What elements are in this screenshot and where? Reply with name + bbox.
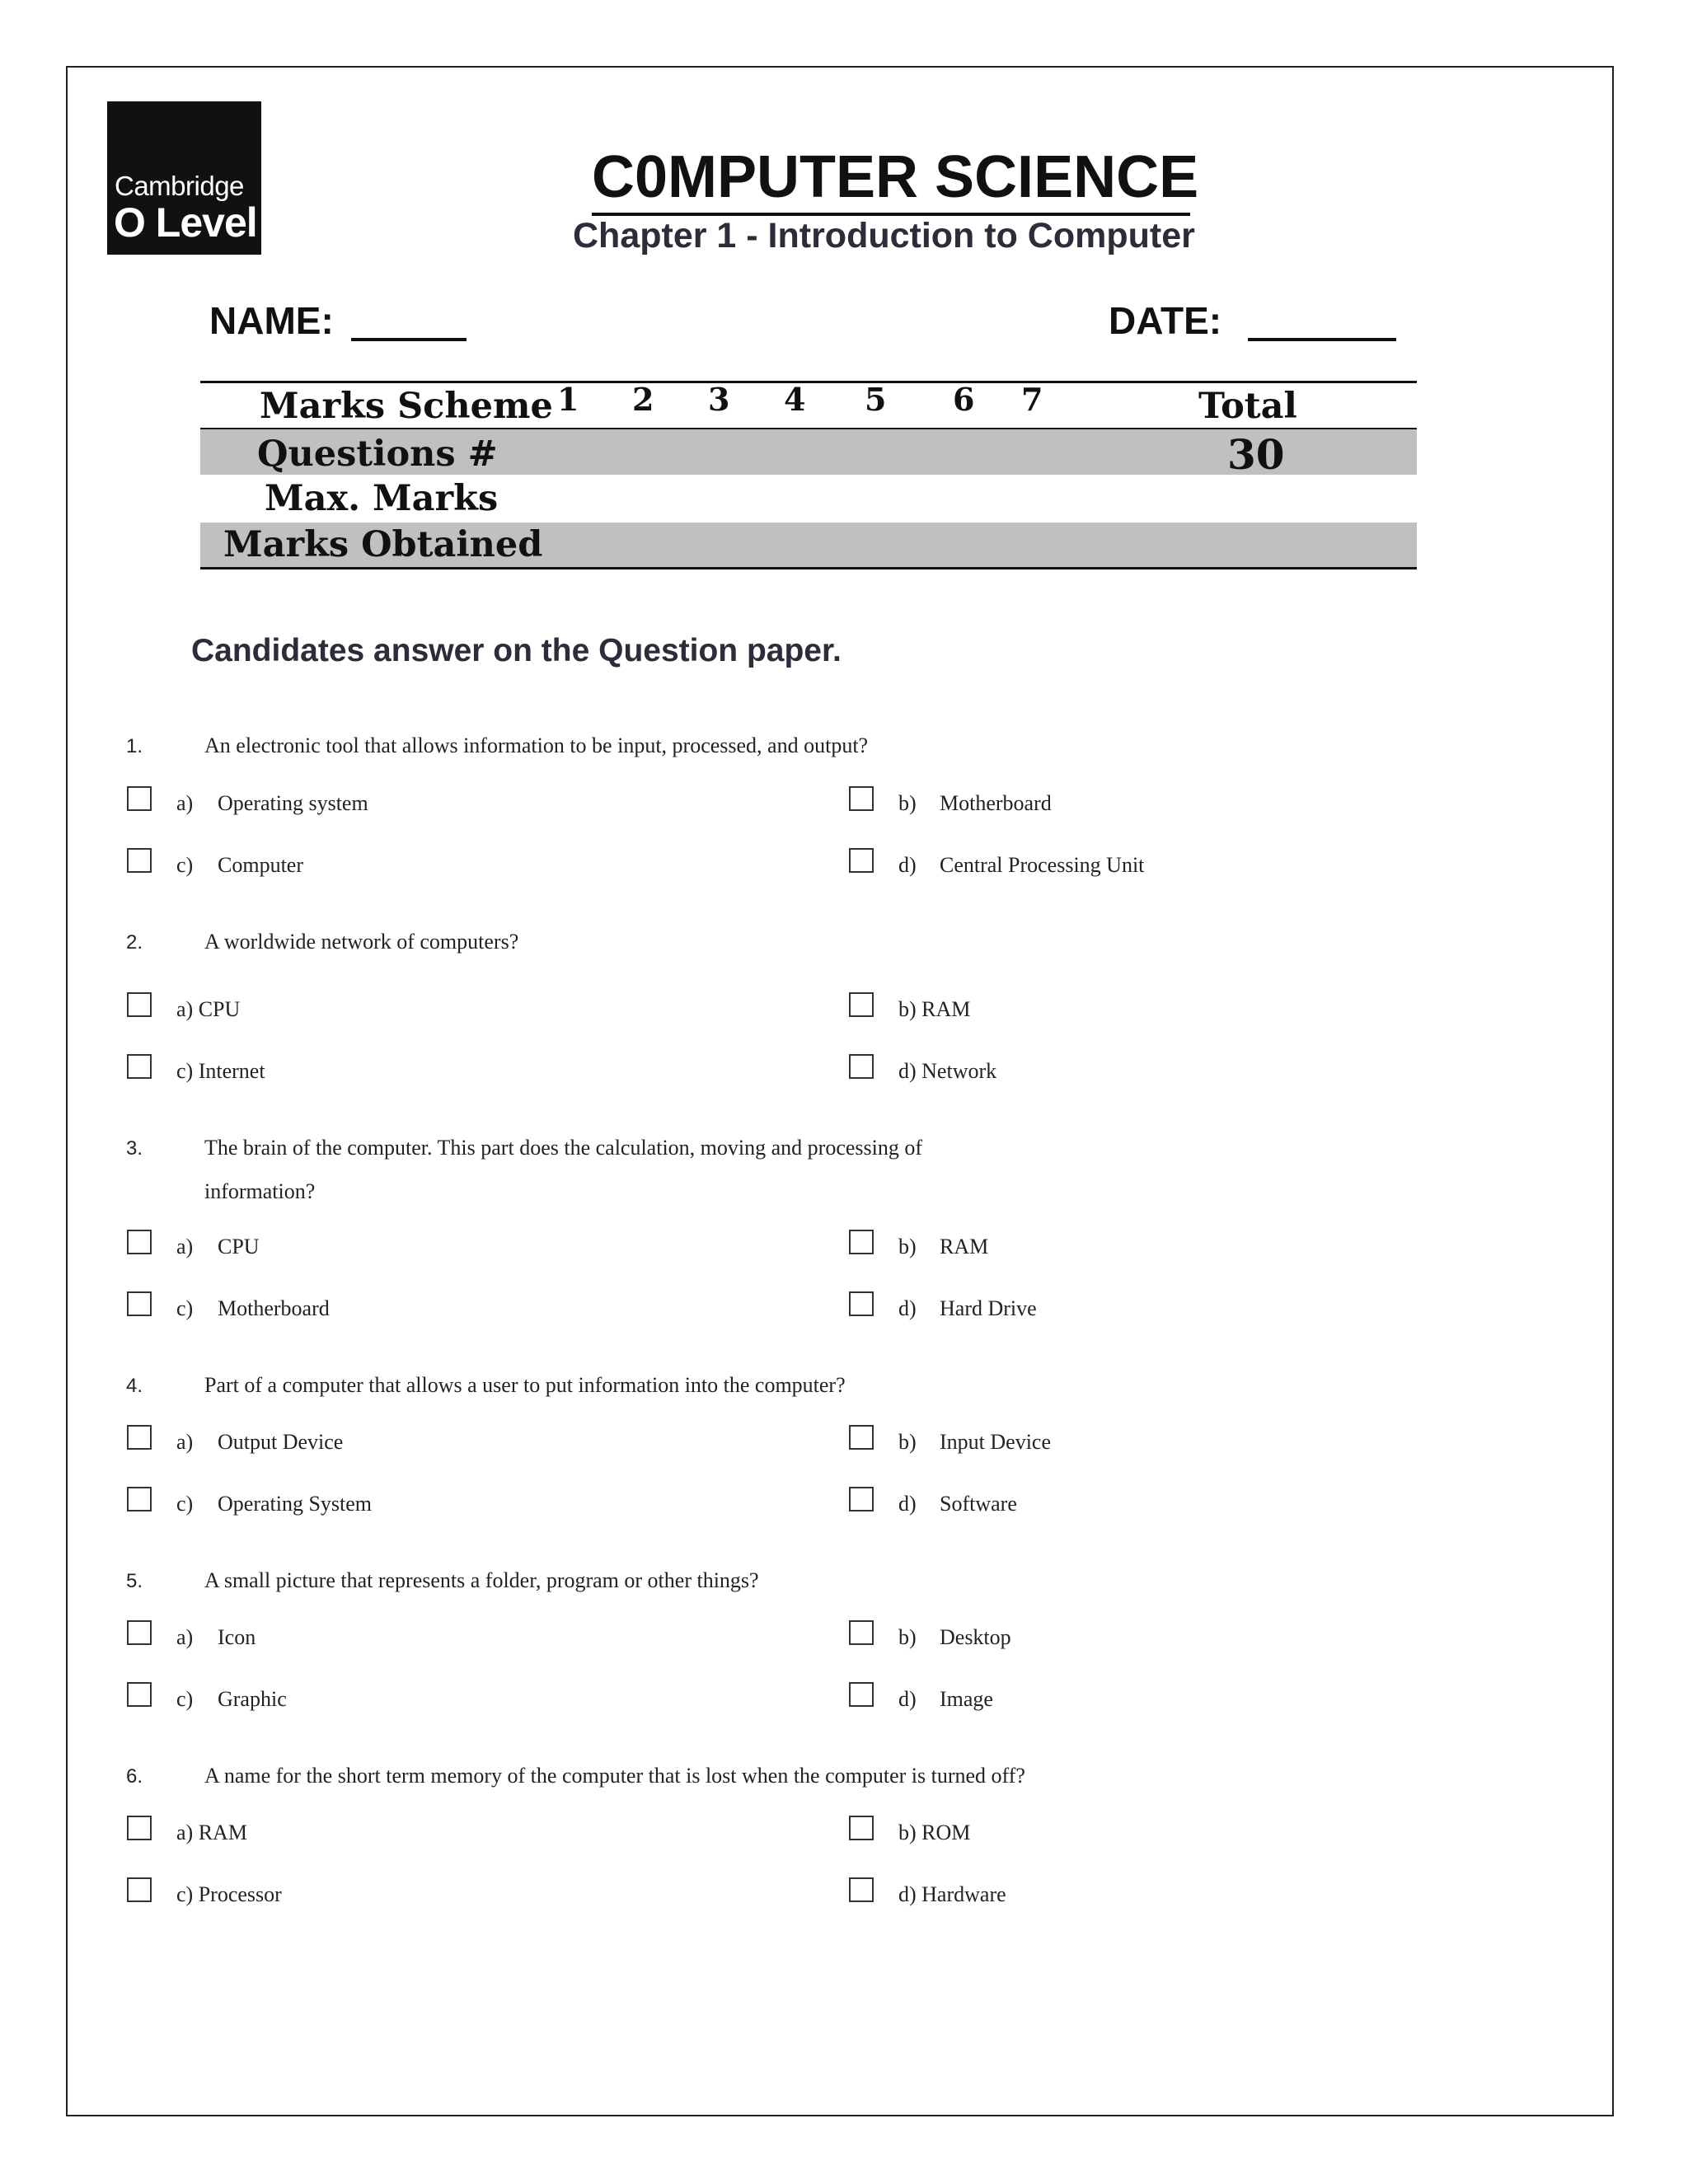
col-2: 2 (632, 381, 654, 418)
option-a-checkbox[interactable] (127, 1230, 152, 1254)
option-letter: c) (176, 1687, 194, 1711)
option-text: Input Device (940, 1430, 1052, 1454)
option-text: Computer (218, 853, 303, 877)
option-text: Motherboard (218, 1296, 330, 1320)
marks-obtained-label: Marks Obtained (223, 524, 543, 565)
questions-total: 30 (1227, 430, 1285, 479)
question-text: Part of a computer that allows a user to put information into the computer? (204, 1373, 846, 1397)
option-c-checkbox[interactable] (127, 1487, 152, 1511)
name-label: NAME: (209, 299, 334, 342)
option-letter: a) (176, 1430, 194, 1454)
option-c-checkbox[interactable] (127, 1682, 152, 1707)
option-d-checkbox[interactable] (849, 1054, 874, 1079)
page-border (66, 66, 1614, 2116)
option-b: b) ROM (898, 1821, 971, 1844)
option-text: Motherboard (940, 791, 1052, 815)
date-label: DATE: (1109, 299, 1222, 342)
option-c-checkbox[interactable] (127, 1054, 152, 1079)
option-a (176, 1625, 256, 1650)
col-4: 4 (784, 381, 806, 418)
question-number: 4. (126, 1375, 143, 1397)
option-b-checkbox[interactable] (849, 992, 874, 1017)
option-letter: b) (898, 1235, 917, 1258)
col-3: 3 (708, 381, 730, 418)
option-a-checkbox[interactable] (127, 1816, 152, 1840)
option-text: Image (940, 1687, 993, 1711)
question-number: 1. (126, 735, 143, 757)
question-number: 3. (126, 1137, 143, 1160)
option-letter: b) (898, 1430, 917, 1454)
option-letter: a) (176, 791, 194, 815)
question-number: 6. (126, 1765, 143, 1788)
option-d-checkbox[interactable] (849, 1291, 874, 1316)
option-text: Desktop (940, 1625, 1011, 1649)
logo-line-2: O Level (114, 199, 257, 246)
option-b-checkbox[interactable] (849, 1425, 874, 1450)
option-a-checkbox[interactable] (127, 1425, 152, 1450)
questions-label: Questions # (257, 434, 498, 475)
option-a-checkbox[interactable] (127, 992, 152, 1017)
table-bottom-rule (200, 567, 1417, 569)
option-text: Software (940, 1492, 1017, 1516)
logo-line-1: Cambridge (115, 171, 244, 201)
question-text: The brain of the computer. This part does the calculation, moving and processing of (204, 1136, 923, 1160)
instructions: Candidates answer on the Question paper. (191, 633, 842, 668)
page-title: C0MPUTER SCIENCE (592, 142, 1190, 216)
option-letter: d) (898, 1492, 917, 1516)
col-1: 1 (557, 381, 579, 418)
option-d-checkbox[interactable] (849, 1682, 874, 1707)
option-letter: d) (898, 1687, 917, 1711)
option-b (898, 1625, 1011, 1650)
option-a (176, 1235, 260, 1259)
option-b (898, 1235, 988, 1259)
option-a-checkbox[interactable] (127, 786, 152, 811)
option-b (898, 791, 1052, 816)
option-letter: b) (898, 791, 917, 815)
option-a-checkbox[interactable] (127, 1620, 152, 1645)
question-number: 5. (126, 1570, 143, 1592)
option-a (176, 1430, 343, 1455)
option-a: a) CPU (176, 997, 241, 1021)
option-text: Graphic (218, 1687, 287, 1711)
option-letter: a) (176, 1625, 194, 1649)
option-text: Icon (218, 1625, 256, 1649)
option-a (176, 791, 368, 816)
question-text-line-2: information? (204, 1179, 316, 1203)
option-letter: d) (898, 853, 917, 877)
col-6: 6 (953, 381, 975, 418)
option-d-checkbox[interactable] (849, 848, 874, 873)
option-d (898, 1687, 993, 1712)
option-text: Operating System (218, 1492, 373, 1516)
option-b-checkbox[interactable] (849, 1620, 874, 1645)
option-c-checkbox[interactable] (127, 1877, 152, 1902)
max-marks-label: Max. Marks (265, 478, 499, 519)
option-c (176, 1296, 330, 1321)
option-d: d) Hardware (898, 1882, 1006, 1906)
question-text: A name for the short term memory of the computer that is lost when the computer is turned off? (204, 1764, 1025, 1788)
option-text: Operating system (218, 791, 368, 815)
table-top-rule (200, 381, 1417, 383)
marks-scheme-label: Marks Scheme (260, 386, 553, 427)
col-7: 7 (1021, 381, 1043, 418)
option-letter: c) (176, 1296, 194, 1320)
name-field[interactable] (351, 338, 467, 341)
option-d: d) Network (898, 1059, 997, 1083)
option-b: b) RAM (898, 997, 971, 1021)
page-subtitle: Chapter 1 - Introduction to Computer (573, 216, 1195, 255)
option-b-checkbox[interactable] (849, 786, 874, 811)
option-text: Hard Drive (940, 1296, 1037, 1320)
option-d (898, 853, 1144, 878)
option-d-checkbox[interactable] (849, 1487, 874, 1511)
option-d (898, 1492, 1017, 1516)
option-text: Central Processing Unit (940, 853, 1145, 877)
option-d-checkbox[interactable] (849, 1877, 874, 1902)
option-b-checkbox[interactable] (849, 1230, 874, 1254)
option-c (176, 853, 303, 878)
option-c (176, 1687, 287, 1712)
question-number: 2. (126, 931, 143, 954)
option-letter: d) (898, 1296, 917, 1320)
option-letter: c) (176, 853, 194, 877)
option-c: c) Internet (176, 1059, 265, 1083)
option-text: RAM (940, 1235, 989, 1258)
question-text: A small picture that represents a folder, program or other things? (204, 1568, 759, 1592)
cambridge-o-level-logo (107, 101, 261, 255)
option-c-checkbox[interactable] (127, 1291, 152, 1316)
option-letter: c) (176, 1492, 194, 1516)
option-letter: a) (176, 1235, 194, 1258)
option-d (898, 1296, 1037, 1321)
option-a: a) RAM (176, 1821, 247, 1844)
option-text: CPU (218, 1235, 260, 1258)
marks-table (200, 381, 1417, 570)
question-text: An electronic tool that allows information to be input, processed, and output? (204, 733, 869, 757)
option-c: c) Processor (176, 1882, 282, 1906)
question-text: A worldwide network of computers? (204, 930, 519, 954)
option-text: Output Device (218, 1430, 344, 1454)
col-5: 5 (865, 381, 887, 418)
option-letter: b) (898, 1625, 917, 1649)
total-label: Total (1198, 386, 1297, 427)
option-c (176, 1492, 372, 1516)
date-field[interactable] (1248, 338, 1396, 341)
option-b (898, 1430, 1051, 1455)
option-c-checkbox[interactable] (127, 848, 152, 873)
option-b-checkbox[interactable] (849, 1816, 874, 1840)
